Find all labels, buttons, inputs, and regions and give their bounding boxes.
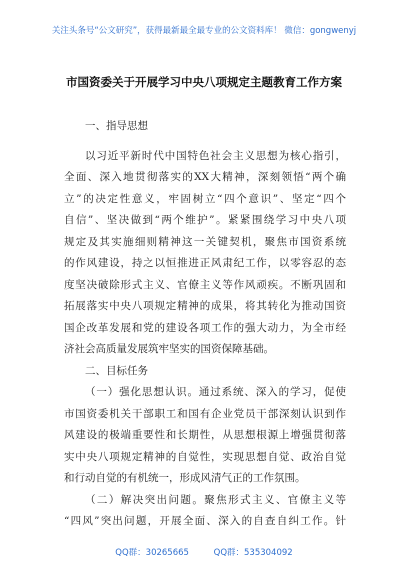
bottom-footer: [0, 546, 408, 558]
paragraph-line: 自信”、坚决做到“两个维护”。紧紧围绕学习中央八项: [64, 214, 346, 226]
qq-group-1: QQ群：30265665: [115, 548, 189, 558]
paragraph-line: 以习近平新时代中国特色社会主义思想为核心指引，: [85, 149, 346, 162]
paragraph-line: 国企改革发展和党的建设各项工作的强大动力，为全市经: [64, 321, 346, 334]
top-banner: 关注头条号“公文研究”，获得最新最全最专业的公文资料库！ 微信：gongwenyj: [51, 26, 357, 36]
paragraph-line: 的作风建设，持之以恒推进正风肃纪工作，以零容忍的态: [64, 257, 346, 269]
paragraph-line: 济社会高质量发展筑牢坚实的国资保障基础。: [64, 343, 274, 355]
paragraph-line: 规定及其实施细则精神这一关键契机，聚焦市国资系统: [64, 235, 346, 248]
paragraph-line: 全面、深入地贯彻落实的XX大精神，深刻领悟“两个确: [64, 171, 346, 183]
spacer: [64, 138, 346, 146]
paragraph-line: 市国资委机关干部职工和国有企业党员干部深刻认识到作: [64, 407, 346, 420]
section-heading: 二、目标任务: [85, 364, 148, 377]
paragraph-line: （一）强化思想认识。通过系统、深入的学习，促使: [85, 386, 346, 398]
paragraph-line: 风建设的极端重要性和长期性，从思想根源上增强贯彻落: [64, 429, 346, 441]
qq-group-2: QQ群：535304092: [213, 548, 293, 558]
paragraph-line: 拓展落实中央八项规定精神的成果，将其转化为推动国资: [64, 300, 346, 312]
section-heading: 一、指导思想: [85, 120, 148, 132]
paragraph-line: “四风”突出问题，开展全面、深入的自查自纠工作。针: [64, 515, 346, 527]
document-title: 市国资委关于开展学习中央八项规定主题教育工作方案: [66, 75, 342, 89]
paragraph-line: 和行动自觉的有机统一，形成风清气正的工作氛围。: [64, 472, 306, 484]
paragraph-line: （二）解决突出问题。聚焦形式主义、官僚主义等: [85, 493, 346, 506]
paragraph-line: 度坚决破除形式主义、官僚主义等作风顽疾。不断巩固和: [64, 278, 346, 291]
paragraph-line: 立”的决定性意义，牢固树立“四个意识”、坚定“四个: [64, 192, 346, 205]
document-body: [64, 116, 346, 533]
paragraph-line: 实中央八项规定精神的自觉性，实现思想自觉、政治自觉: [64, 450, 346, 463]
